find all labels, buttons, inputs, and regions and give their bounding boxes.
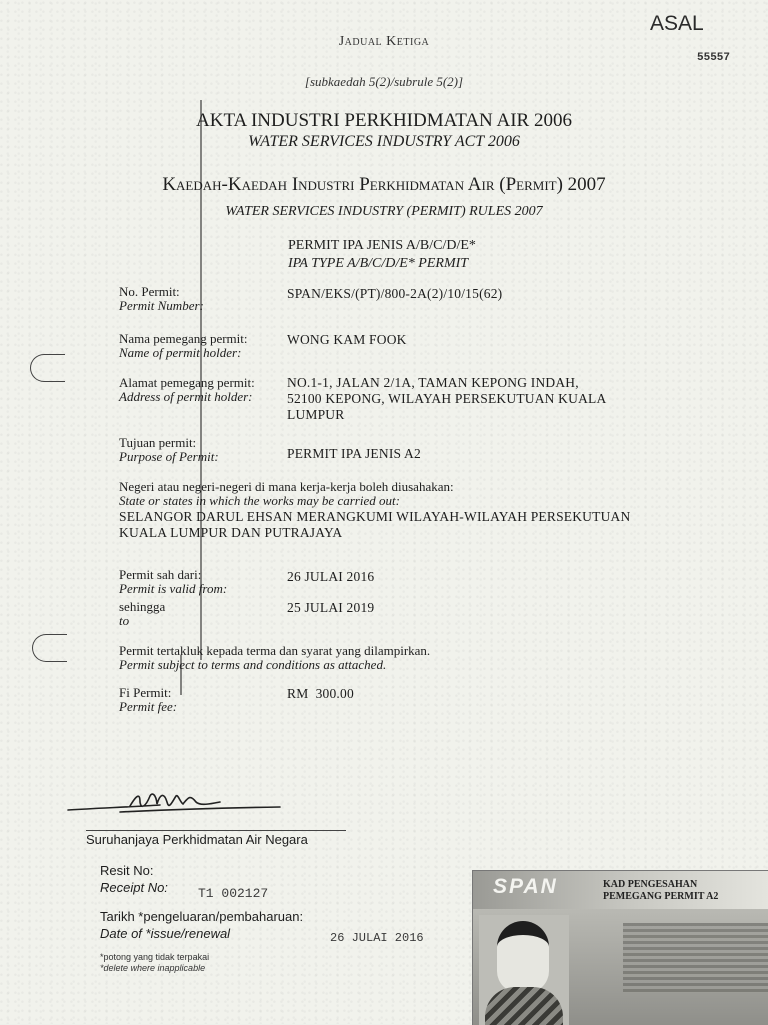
valid-to-value: 25 JULAI 2019 [287,600,375,615]
signature-line [86,830,346,831]
label-my: No. Permit: [119,284,180,299]
label-en: Address of permit holder: [119,389,253,404]
verification-card [472,870,768,1025]
commission-name: Suruhanjaya Perkhidmatan Air Negara [86,832,308,847]
permit-number-label [119,285,204,313]
label-en: Permit fee: [119,699,178,714]
date-label-en: Date of *issue/renewal [100,926,231,941]
label-en: State or states in which the works may be carried out: [119,493,400,508]
punch-hole-bottom [32,634,67,662]
valid-from-value: 26 JULAI 2016 [287,569,375,584]
fee-value [287,686,354,702]
rules-title-en: WATER SERVICES INDUSTRY (PERMIT) RULES 2007 [225,204,543,219]
valid-from-label [119,568,227,596]
span-logo: SPAN [493,875,558,898]
note-my: *potong yang tidak terpakai [100,952,210,962]
schedule-heading: Jadual Ketiga [338,34,430,49]
fee-label [119,686,177,714]
terms-en: Permit subject to terms and conditions as attached. [119,657,387,672]
card-details-area [623,923,768,993]
purpose-label [119,436,219,464]
label-my: Alamat pemegang permit: [119,375,255,390]
terms-note [119,644,430,672]
date-label [100,908,303,942]
permit-type-my: PERMIT IPA JENIS A/B/C/D/E* [288,238,476,253]
valid-to-label [119,600,165,628]
punch-hole-top [30,354,65,382]
purpose-value: PERMIT IPA JENIS A2 [287,446,421,461]
states-label [119,480,454,508]
label-my: sehingga [119,599,166,614]
states-value-line-2: KUALA LUMPUR DAN PUTRAJAYA [119,525,343,540]
card-title-line-2: PEMEGANG PERMIT A2 [603,891,719,902]
asal-stamp: ASAL [650,12,704,35]
address-line-2: 52100 KEPONG, WILAYAH PERSEKUTUAN KUALA [287,391,607,406]
label-my: Nama pemegang permit: [119,331,248,346]
fee-amount: 300.00 [315,686,354,701]
card-title [603,879,718,903]
act-title-en: WATER SERVICES INDUSTRY ACT 2006 [248,133,520,150]
label-en: Permit Number: [119,298,204,313]
signature [60,780,290,830]
label-en: Purpose of Permit: [119,449,219,464]
subrule-reference: [subkaedah 5(2)/subrule 5(2)] [304,74,464,89]
act-title-my: AKTA INDUSTRI PERKHIDMATAN AIR 2006 [196,110,572,131]
permit-number-value: SPAN/EKS/(PT)/800-2A(2)/10/15(62) [287,286,503,301]
receipt-value: T1 002127 [198,886,269,901]
label-my: Negeri atau negeri-negeri di mana kerja-kerja boleh diusahakan: [119,479,454,494]
receipt-label-en: Receipt No: [100,880,168,895]
document-number: 55557 [697,52,731,64]
holder-name-value: WONG KAM FOOK [287,332,407,347]
terms-my: Permit tertakluk kepada terma dan syarat yang dilampirkan. [119,643,431,658]
note-en: *delete where inapplicable [100,963,206,973]
label-en: Permit is valid from: [119,581,228,596]
receipt-label-my: Resit No: [100,863,154,878]
face [497,921,549,993]
receipt-label [100,862,168,896]
card-title-line-1: KAD PENGESAHAN [603,879,698,890]
label-en: Name of permit holder: [119,345,242,360]
address-line-1: NO.1-1, JALAN 2/1A, TAMAN KEPONG INDAH, [287,375,579,390]
deletion-note [100,952,209,974]
shirt [485,987,563,1025]
permit-type-en: IPA TYPE A/B/C/D/E* PERMIT [288,256,469,271]
date-label-my: Tarikh *pengeluaran/pembaharuan: [100,909,304,924]
issue-date-value: 26 JULAI 2016 [330,931,424,945]
address-line-3: LUMPUR [287,407,345,422]
holder-name-label [119,332,248,360]
holder-photo [479,915,569,1025]
states-value-line-1: SELANGOR DARUL EHSAN MERANGKUMI WILAYAH-WILAYAH PERSEKUTUAN [119,509,631,524]
fee-currency: RM [287,686,309,701]
label-my: Fi Permit: [119,685,172,700]
label-en: to [119,613,130,628]
holder-address-label [119,376,255,404]
label-my: Tujuan permit: [119,435,197,450]
label-my: Permit sah dari: [119,567,202,582]
rules-title-my: Kaedah-Kaedah Industri Perkhidmatan Air (Permit) 2007 [162,174,606,195]
